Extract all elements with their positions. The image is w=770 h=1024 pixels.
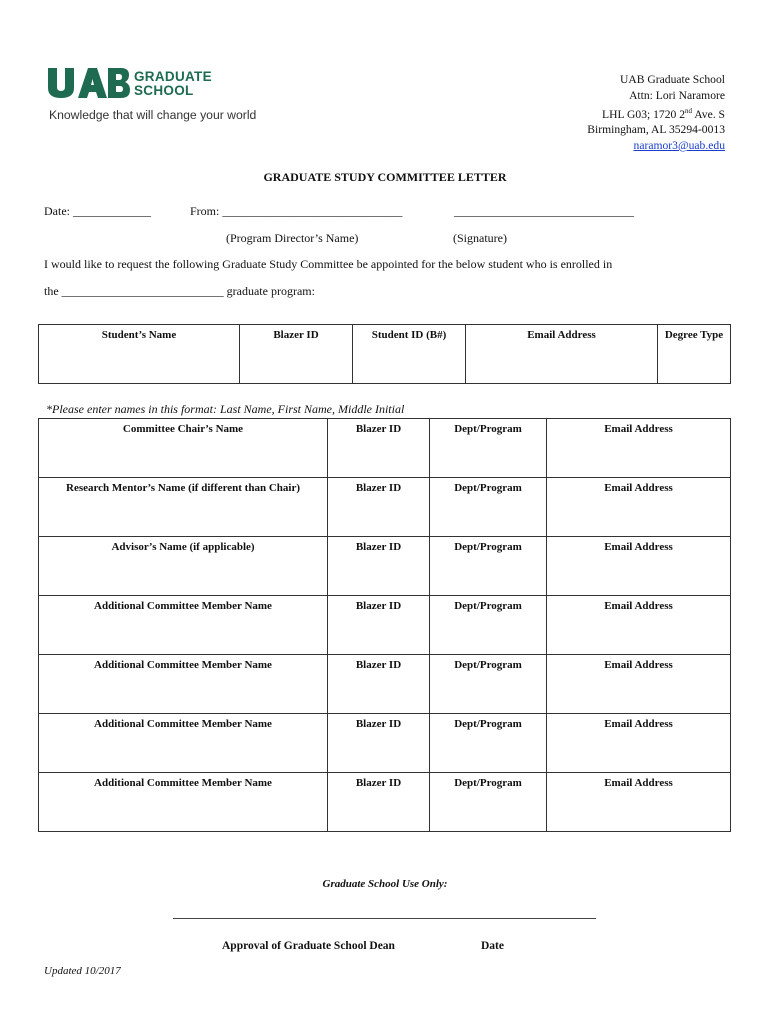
student-name-cell[interactable]: Student’s Name <box>39 325 240 384</box>
address-line3 <box>587 104 725 123</box>
table-row <box>39 596 731 655</box>
dept-program-cell[interactable]: Dept/Program <box>430 419 547 478</box>
member-name-cell[interactable]: Additional Committee Member Name <box>39 773 328 832</box>
blazer-id-cell[interactable]: Blazer ID <box>328 655 430 714</box>
member-name-cell[interactable]: Additional Committee Member Name <box>39 714 328 773</box>
signature-label: (Signature) <box>453 231 507 245</box>
graduate-school-use-only: Graduate School Use Only: <box>322 878 448 890</box>
from-field[interactable]: From: ______________________________ <box>190 204 403 218</box>
student-email-cell[interactable]: Email Address <box>466 325 658 384</box>
student-table <box>38 324 731 384</box>
member-name-cell[interactable]: Additional Committee Member Name <box>39 655 328 714</box>
blazer-id-cell[interactable]: Blazer ID <box>328 537 430 596</box>
blazer-id-cell[interactable]: Blazer ID <box>328 419 430 478</box>
dept-program-cell[interactable]: Dept/Program <box>430 714 547 773</box>
member-name-cell[interactable]: Committee Chair’s Name <box>39 419 328 478</box>
wordmark-line2: SCHOOL <box>134 83 194 98</box>
address-line3-start: LHL G03; 1720 2 <box>602 107 686 121</box>
program-field[interactable]: the ___________________________ graduate program: <box>44 284 315 298</box>
dean-approval-label: Approval of Graduate School Dean <box>222 940 395 952</box>
member-name-cell[interactable]: Advisor’s Name (if applicable) <box>39 537 328 596</box>
approval-date-label: Date <box>481 940 504 952</box>
table-row <box>39 419 731 478</box>
email-link[interactable]: naramor3@uab.edu <box>633 139 725 153</box>
address-line4: Birmingham, AL 35294-0013 <box>587 123 725 137</box>
program-director-label: (Program Director’s Name) <box>226 231 359 245</box>
table-row <box>39 714 731 773</box>
blazer-id-cell[interactable]: Blazer ID <box>328 478 430 537</box>
blazer-id-cell[interactable]: Blazer ID <box>328 596 430 655</box>
email-cell[interactable]: Email Address <box>547 478 731 537</box>
blazer-id-cell[interactable]: Blazer ID <box>328 773 430 832</box>
updated-date: Updated 10/2017 <box>44 965 121 977</box>
student-table-row <box>39 325 731 384</box>
member-name-cell[interactable]: Research Mentor’s Name (if different than Chair) <box>39 478 328 537</box>
email-cell[interactable]: Email Address <box>547 419 731 478</box>
email-cell[interactable]: Email Address <box>547 537 731 596</box>
email-cell[interactable]: Email Address <box>547 655 731 714</box>
dept-program-cell[interactable]: Dept/Program <box>430 537 547 596</box>
dept-program-cell[interactable]: Dept/Program <box>430 655 547 714</box>
address-line2: Attn: Lori Naramore <box>629 88 725 102</box>
uab-logo-mark <box>48 68 130 98</box>
graduate-school-wordmark <box>134 70 212 98</box>
table-row <box>39 478 731 537</box>
address-line3-sup: nd <box>685 106 693 115</box>
degree-type-cell[interactable]: Degree Type <box>658 325 731 384</box>
dept-program-cell[interactable]: Dept/Program <box>430 773 547 832</box>
date-field[interactable]: Date: _____________ <box>44 204 151 218</box>
address-block <box>587 72 725 154</box>
logo-tagline: Knowledge that will change your world <box>49 108 257 122</box>
email-cell[interactable]: Email Address <box>547 596 731 655</box>
blazer-id-cell[interactable]: Blazer ID <box>328 714 430 773</box>
email-cell[interactable]: Email Address <box>547 714 731 773</box>
address-line3-end: Ave. S <box>692 107 725 121</box>
wordmark-line1: GRADUATE <box>134 69 212 84</box>
table-row <box>39 537 731 596</box>
dean-signature-line[interactable] <box>173 918 596 919</box>
email-cell[interactable]: Email Address <box>547 773 731 832</box>
committee-table <box>38 418 731 832</box>
table-row <box>39 655 731 714</box>
member-name-cell[interactable]: Additional Committee Member Name <box>39 596 328 655</box>
uab-graduate-school-logo <box>48 68 298 128</box>
request-text: I would like to request the following Graduate Study Committee be appointed for the below student who is enrolled in <box>44 257 613 271</box>
student-blazer-id-cell[interactable]: Blazer ID <box>240 325 353 384</box>
dept-program-cell[interactable]: Dept/Program <box>430 478 547 537</box>
name-format-instruction: *Please enter names in this format: Last Name, First Name, Middle Initial <box>46 402 405 416</box>
page-title: GRADUATE STUDY COMMITTEE LETTER <box>263 170 507 184</box>
student-id-cell[interactable]: Student ID (B#) <box>353 325 466 384</box>
dept-program-cell[interactable]: Dept/Program <box>430 596 547 655</box>
signature-field[interactable]: ______________________________ <box>454 204 634 218</box>
address-line1: UAB Graduate School <box>620 73 725 86</box>
table-row <box>39 773 731 832</box>
